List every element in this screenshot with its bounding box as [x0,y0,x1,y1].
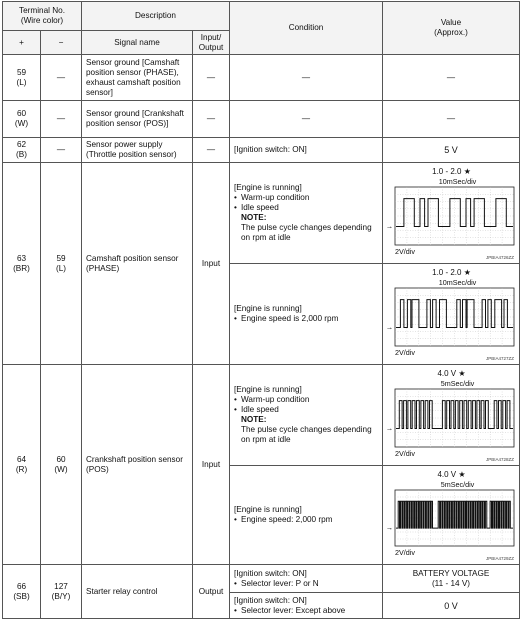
wire-color: (B/Y) [51,591,71,601]
terminal-plus [3,138,41,163]
ground-marker: → [385,322,393,332]
table-row [3,163,520,264]
waveform-value: 4.0 V ★ [437,470,466,479]
input-output: — [193,138,230,163]
terminal-minus: — [41,138,82,163]
ground-marker: → [385,423,393,433]
terminal-number: 59 [56,253,66,263]
waveform-value: 4.0 V ★ [437,369,466,378]
waveform-cell [383,264,520,365]
table-row [3,565,520,593]
input-output: Input [193,365,230,565]
input-output: — [193,101,230,138]
wire-color: (W) [14,119,29,128]
value: — [383,55,520,101]
waveform-graph [383,466,520,564]
header-approx-label: (Approx.) [434,28,468,37]
waveform-value: 1.0 - 2.0 ★ [432,268,471,277]
signal-name: Sensor ground [Crankshaft position sensor (POS)] [82,101,193,138]
condition-bullet: • Selector lever: P or N [234,579,380,589]
terminal-number: 59 [16,67,27,77]
condition [230,466,383,565]
terminal-plus [3,163,41,365]
header-description: Description [82,2,230,31]
header-plus: + [3,31,41,55]
signal-name: Starter relay control [82,565,193,619]
wire-color: (W) [54,464,68,474]
signal-name: Sensor power supply (Throttle position sensor) [82,138,193,163]
terminal-plus [3,365,41,565]
terminal-number: 127 [54,581,68,591]
condition-bullet: • Warm-up condition [234,395,380,405]
header-value-label: Value [440,18,462,27]
waveform-graph [383,365,520,465]
condition [230,365,383,466]
terminal-minus [41,565,82,619]
input-output: Input [193,163,230,365]
condition: — [230,101,383,138]
condition-bullet: • Idle speed [234,203,380,213]
ground-marker: → [385,221,393,231]
value: — [383,101,520,138]
terminal-number: 60 [16,109,27,118]
condition: [Ignition switch: ON] [230,138,383,163]
terminal-plus [3,55,41,101]
waveform-cell [383,466,520,565]
figure-code: JPBIA4726ZZ [485,255,514,260]
note-body: The pulse cycle changes depending on rpm at idle [241,223,372,242]
terminal-plus [3,565,41,619]
value [383,565,520,593]
condition [230,264,383,365]
condition: — [230,55,383,101]
waveform-graph [383,264,520,364]
signal-name: Crankshaft position sensor (POS) [82,365,193,565]
value: 0 V [383,593,520,619]
ground-marker: → [385,523,393,533]
condition-head: [Engine is running] [234,304,302,313]
condition-bullet: • Warm-up condition [234,193,380,203]
condition-head: [Engine is running] [234,183,302,192]
terminal-minus: — [41,55,82,101]
condition [230,163,383,264]
input-output: — [193,55,230,101]
terminal-number: 64 [16,454,27,464]
time-div-label: 5mSec/div [440,480,475,489]
header-condition: Condition [230,2,383,55]
terminal-minus [41,163,82,365]
condition-bullet: • Idle speed [234,405,380,415]
value-line: BATTERY VOLTAGE [412,568,490,578]
wire-color: (BR) [13,263,30,273]
condition [230,565,383,593]
value: 5 V [383,138,520,163]
table-row [3,138,520,163]
terminal-plus [3,101,41,138]
volt-div-label: 2V/div [395,247,415,256]
volt-div-label: 2V/div [395,348,415,357]
note-heading: NOTE: [241,415,267,424]
terminal-number: 63 [16,253,27,263]
header-value [383,2,520,55]
terminal-number: 62 [16,140,27,149]
table-row [3,55,520,101]
wire-color: (SB) [13,591,30,601]
condition-bullet: • Selector lever: Except above [234,606,380,616]
condition-head: [Ignition switch: ON] [234,568,307,578]
figure-code: JPBIA4727ZZ [485,356,514,361]
volt-div-label: 2V/div [395,548,415,557]
table-row [3,365,520,466]
note-body: The pulse cycle changes depending on rpm at idle [241,425,372,444]
waveform-cell [383,163,520,264]
signal-name: Sensor ground [Camshaft position sensor (PHASE), exhaust camshaft position sensor] [82,55,193,101]
header-terminal-no [3,2,82,31]
value-line: (11 - 14 V) [431,578,471,588]
terminal-minus [41,365,82,565]
terminal-minus: — [41,101,82,138]
terminal-number: 60 [56,454,66,464]
header-minus: − [41,31,82,55]
header-terminal-no-label: Terminal No. [19,6,65,15]
header-signal-name: Signal name [82,31,193,55]
condition-bullet: • Engine speed is 2,000 rpm [234,314,380,324]
terminal-number: 66 [16,581,27,591]
condition-head: [Engine is running] [234,505,302,514]
wire-color: (R) [15,464,28,474]
condition-bullet: • Engine speed: 2,000 rpm [234,515,380,525]
figure-code: JPBIA4728ZZ [485,457,514,462]
waveform-cell [383,365,520,466]
volt-div-label: 2V/div [395,449,415,458]
condition-head: [Ignition switch: ON] [234,595,307,605]
condition [230,593,383,619]
header-input-output: Input/ Output [193,31,230,55]
waveform-graph [383,163,520,263]
time-div-label: 10mSec/div [438,177,477,186]
input-output: Output [193,565,230,619]
time-div-label: 5mSec/div [440,379,475,388]
wire-color: (L) [16,77,27,87]
terminal-table [2,1,520,619]
time-div-label: 10mSec/div [438,278,477,287]
table-row [3,101,520,138]
figure-code: JPBIA4729ZZ [485,556,514,561]
wire-color: (L) [55,263,66,273]
header-wire-color-label: (Wire color) [20,16,64,25]
condition-head: [Engine is running] [234,385,302,394]
wire-color: (B) [16,150,27,159]
signal-name: Camshaft position sensor (PHASE) [82,163,193,365]
note-heading: NOTE: [241,213,267,222]
waveform-value: 1.0 - 2.0 ★ [432,167,471,176]
